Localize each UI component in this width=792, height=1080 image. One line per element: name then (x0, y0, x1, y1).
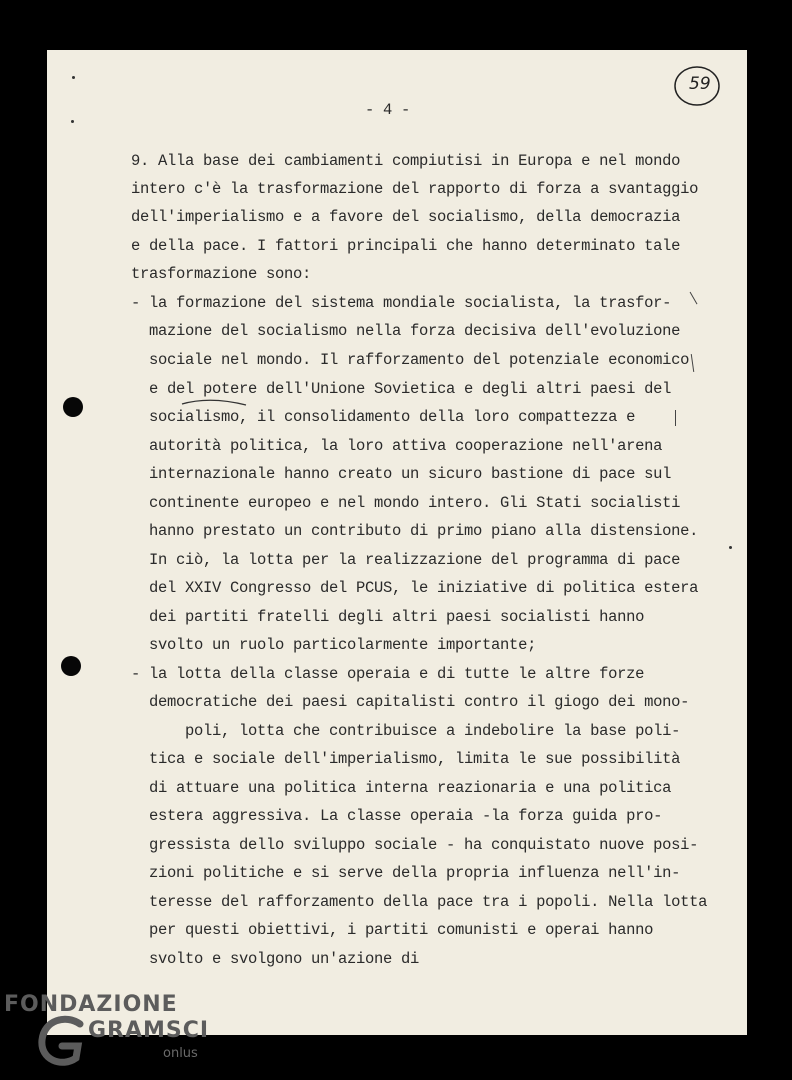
text-line: dell'imperialismo e a favore del socialismo, della democrazia (131, 208, 681, 226)
punch-hole (61, 656, 81, 676)
text-line: e della pace. I fattori principali che hanno determinato tale (131, 237, 681, 255)
text-line: tica e sociale dell'imperialismo, limita le sue possibilità (149, 750, 681, 768)
text-line: di attuare una politica interna reazionaria e una politica (149, 779, 672, 797)
text-line: continente europeo e nel mondo intero. Gli Stati socialisti (149, 494, 681, 512)
handwritten-page-note: 59 (689, 74, 711, 94)
speck (72, 76, 75, 79)
text-line: del XXIV Congresso del PCUS, le iniziative di politica estera (149, 579, 699, 597)
text-line: dei partiti fratelli degli altri paesi socialisti hanno (149, 608, 645, 626)
text-line: teresse del rafforzamento della pace tra i popoli. Nella lotta (149, 893, 708, 911)
watermark-line-gramsci: GRAMSCI (88, 1018, 210, 1043)
text-line: 9. Alla base dei cambiamenti compiutisi in Europa e nel mondo (131, 152, 681, 170)
text-line: gressista dello sviluppo sociale - ha conquistato nuove posi- (149, 836, 699, 854)
text-line: zioni politiche e si serve della propria influenza nell'in- (149, 864, 681, 882)
punch-hole (63, 397, 83, 417)
text-line: autorità politica, la loro attiva cooperazione nell'arena (149, 437, 663, 455)
text-line: svolto e svolgono un'azione di (149, 950, 420, 968)
text-line: democratiche dei paesi capitalisti contro il giogo dei mono- (149, 693, 690, 711)
text-line: estera aggressiva. La classe operaia -la forza guida pro- (149, 807, 663, 825)
text-line: - la formazione del sistema mondiale socialista, la trasfor- (131, 294, 672, 312)
text-line: trasformazione sono: (131, 265, 312, 283)
text-line: mazione del socialismo nella forza decisiva dell'evoluzione (149, 322, 681, 340)
gramsci-logo-g-icon (36, 1012, 88, 1072)
text-line: socialismo, il consolidamento della loro compattezza e (149, 408, 636, 426)
speck (71, 120, 74, 123)
text-line: internazionale hanno creato un sicuro bastione di pace sul (149, 465, 672, 483)
watermark-line-fondazione: FONDAZIONE (4, 992, 178, 1017)
text-line: sociale nel mondo. Il rafforzamento del potenziale economico (149, 351, 690, 369)
margin-mark (675, 410, 676, 426)
text-line: hanno prestato un contributo di primo piano alla distensione. (149, 522, 699, 540)
text-line: per questi obiettivi, i partiti comunisti e operai hanno (149, 921, 654, 939)
speck (729, 546, 732, 549)
text-line: intero c'è la trasformazione del rapporto di forza a svantaggio (131, 180, 699, 198)
page-number: - 4 - (365, 101, 411, 119)
watermark-line-onlus: onlus (163, 1046, 198, 1061)
text-line: - la lotta della classe operaia e di tutte le altre forze (131, 665, 645, 683)
text-line: e del potere dell'Unione Sovietica e degli altri paesi del (149, 380, 672, 398)
text-line: svolto un ruolo particolarmente importante; (149, 636, 537, 654)
handwritten-underline (180, 396, 250, 410)
text-line: poli, lotta che contribuisce a indebolire la base poli- (185, 722, 681, 740)
text-line: In ciò, la lotta per la realizzazione del programma di pace (149, 551, 681, 569)
